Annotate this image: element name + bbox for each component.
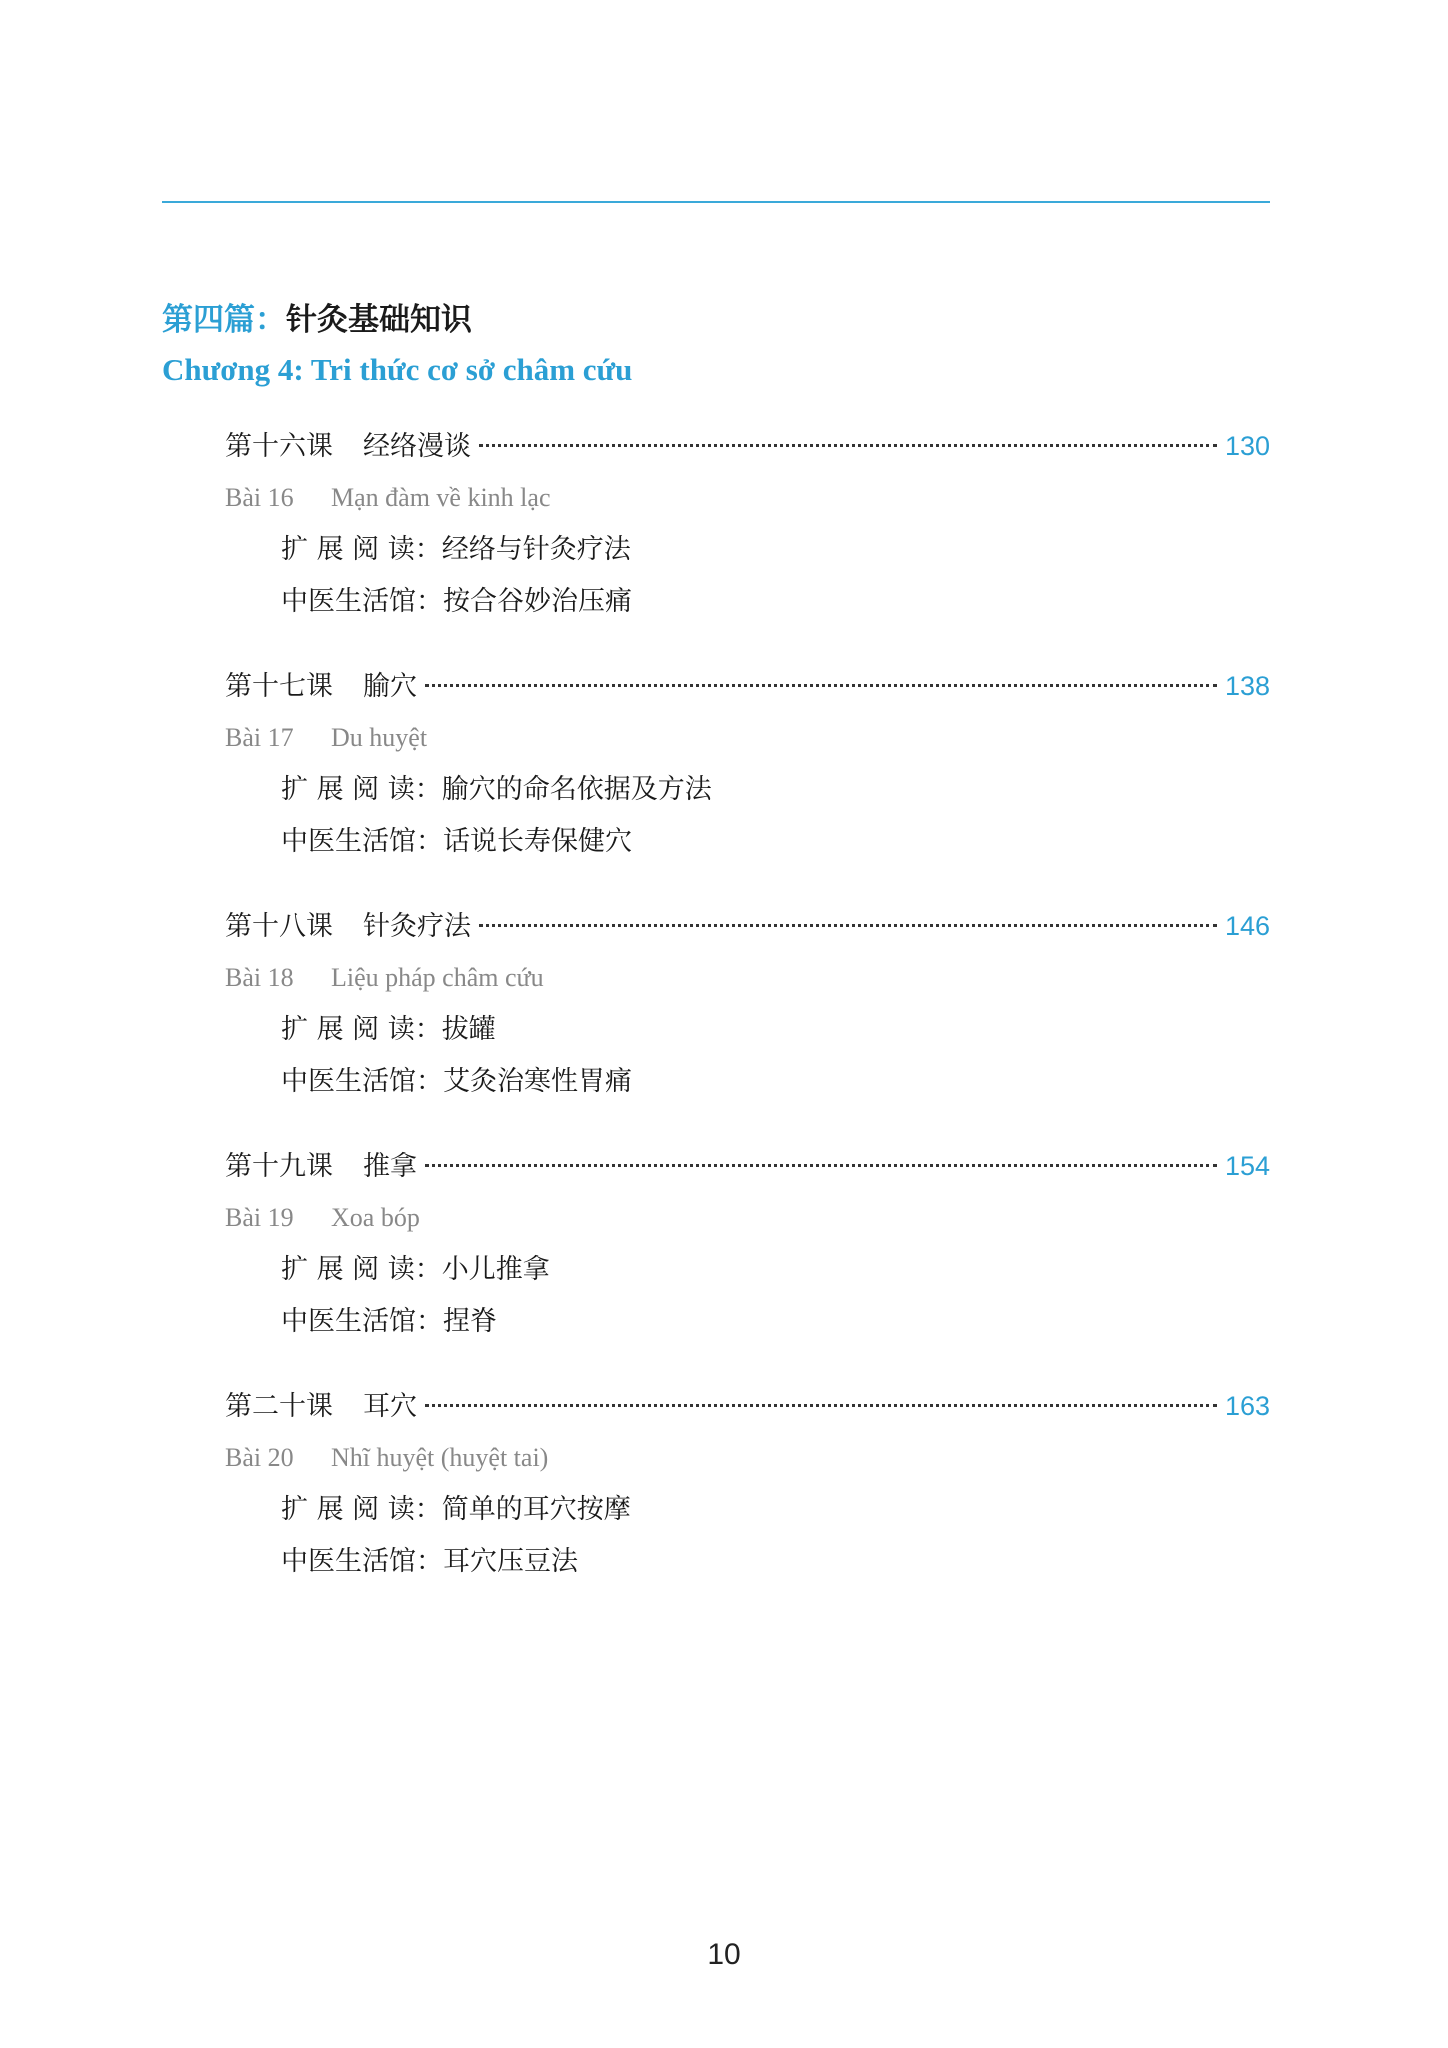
dot-leader (425, 1164, 1217, 1167)
chapter-name-cn: 针灸基础知识 (286, 302, 472, 338)
lesson-number-vi: Bài 16 (225, 483, 294, 512)
tcm-life-hall: 中医生活馆：耳穴压豆法 (281, 1546, 578, 1577)
top-rule (162, 201, 1270, 203)
toc-row[interactable] (225, 900, 1270, 952)
tcm-life-hall: 中医生活馆：话说长寿保健穴 (281, 826, 632, 857)
dot-leader (425, 684, 1217, 687)
page-footer-number: 10 (707, 1938, 741, 1971)
lesson-number-cn: 第二十课 (225, 1391, 333, 1422)
lesson-subtitle-vi (225, 952, 1270, 1004)
lesson-number-cn: 第十八课 (225, 911, 333, 942)
tcm-life-hall: 中医生活馆：捏脊 (281, 1306, 497, 1337)
chapter-title-vi: Chương 4: Tri thức cơ sở châm cứu (162, 352, 633, 387)
extended-reading: 扩 展 阅 读：拔罐 (281, 1014, 496, 1045)
lesson-title-cn: 推拿 (363, 1151, 417, 1182)
lesson-entry-20 (225, 1380, 1270, 1620)
lesson-subtitle-vi (225, 1192, 1270, 1244)
page-number[interactable]: 163 (1224, 1391, 1270, 1421)
lesson-number-cn: 第十九课 (225, 1151, 333, 1182)
lesson-number-vi: Bài 18 (225, 963, 294, 992)
toc-row[interactable] (225, 1140, 1270, 1192)
toc-row[interactable] (225, 420, 1270, 472)
lesson-title-vi: Liệu pháp châm cứu (331, 963, 544, 992)
lesson-title-vi: Xoa bóp (331, 1203, 420, 1232)
lesson-subtitle-vi (225, 472, 1270, 524)
chapter-label-cn: 第四篇： (162, 302, 286, 338)
page-number[interactable]: 146 (1224, 911, 1270, 941)
lesson-list (225, 420, 1270, 1620)
page-number[interactable]: 154 (1224, 1151, 1270, 1181)
lesson-number-cn: 第十六课 (225, 431, 333, 462)
extended-reading: 扩 展 阅 读：小儿推拿 (281, 1254, 550, 1285)
toc-row[interactable] (225, 1380, 1270, 1432)
chapter-heading (162, 292, 1270, 392)
lesson-number-vi: Bài 17 (225, 723, 294, 752)
lesson-title-vi: Nhĩ huyệt (huyệt tai) (331, 1443, 549, 1472)
lesson-title-cn: 耳穴 (363, 1391, 417, 1422)
tcm-life-hall: 中医生活馆：艾灸治寒性胃痛 (281, 1066, 632, 1097)
lesson-entry-16 (225, 420, 1270, 660)
lesson-title-vi: Du huyệt (331, 723, 428, 752)
lesson-title-vi: Mạn đàm về kinh lạc (331, 483, 551, 512)
extended-reading: 扩 展 阅 读：简单的耳穴按摩 (281, 1494, 631, 1525)
extended-reading: 扩 展 阅 读：经络与针灸疗法 (281, 534, 631, 565)
toc-row[interactable] (225, 660, 1270, 712)
lesson-number-cn: 第十七课 (225, 671, 333, 702)
lesson-entry-17 (225, 660, 1270, 900)
lesson-title-cn: 腧穴 (363, 671, 417, 702)
lesson-subtitle-vi (225, 712, 1270, 764)
extended-reading: 扩 展 阅 读：腧穴的命名依据及方法 (281, 774, 712, 805)
lesson-entry-18 (225, 900, 1270, 1140)
dot-leader (425, 1404, 1217, 1407)
dot-leader (479, 924, 1217, 927)
page-number[interactable]: 138 (1224, 671, 1270, 701)
lesson-title-cn: 针灸疗法 (363, 911, 471, 942)
lesson-entry-19 (225, 1140, 1270, 1380)
chapter-title-cn (162, 292, 1270, 348)
lesson-title-cn: 经络漫谈 (363, 431, 471, 462)
lesson-number-vi: Bài 19 (225, 1203, 294, 1232)
lesson-number-vi: Bài 20 (225, 1443, 294, 1472)
dot-leader (479, 444, 1217, 447)
page-number[interactable]: 130 (1224, 431, 1270, 461)
tcm-life-hall: 中医生活馆：按合谷妙治压痛 (281, 586, 632, 617)
lesson-subtitle-vi (225, 1432, 1270, 1484)
